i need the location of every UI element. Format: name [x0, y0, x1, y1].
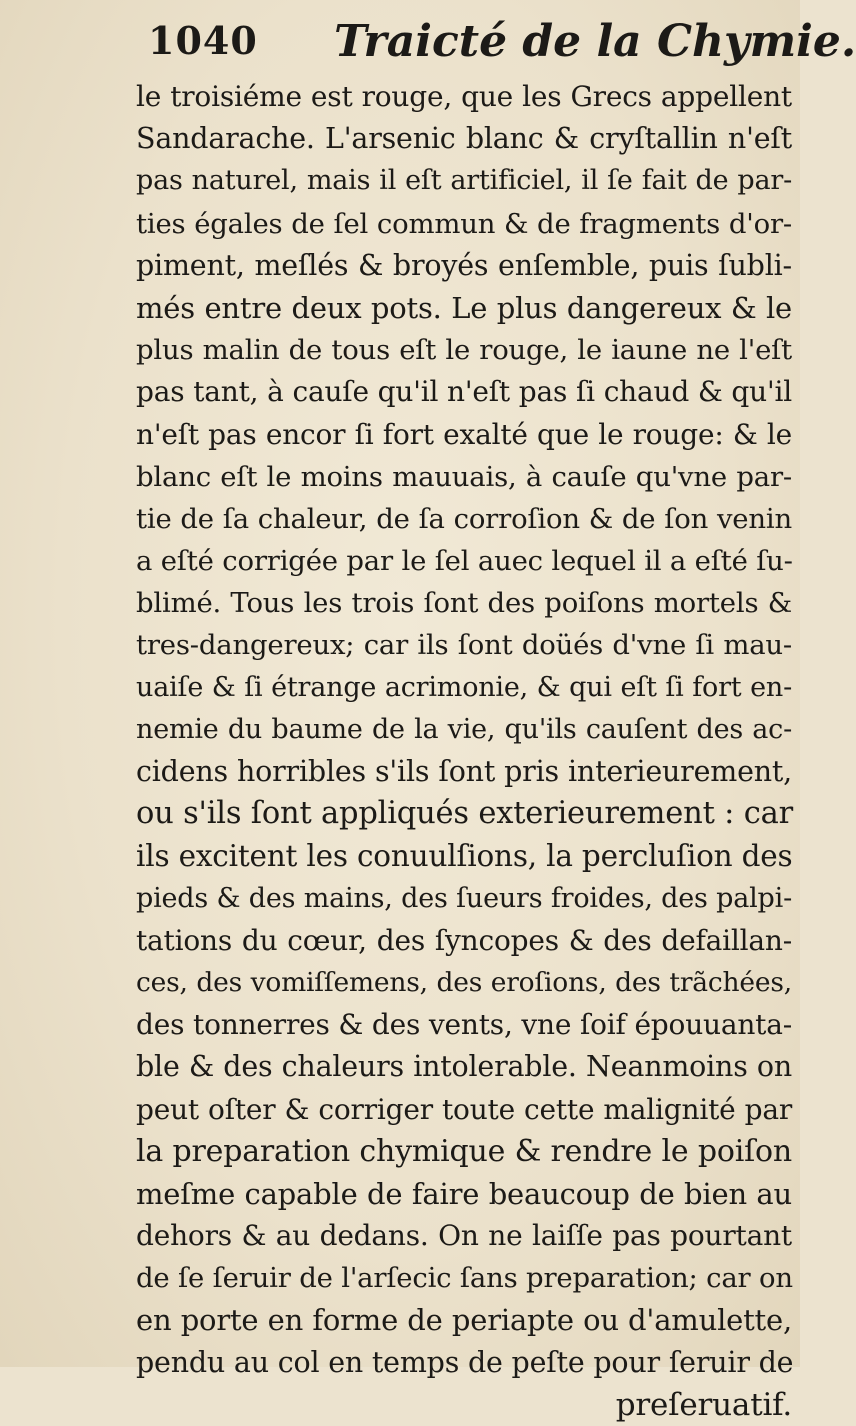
text-line: piment, meſlés & broyés enſemble, puis ſubli-	[136, 248, 792, 282]
text-line: ils excitent les conuulſions, la percluſion des	[136, 839, 793, 874]
text-line: pas tant, à cauſe qu'il n'eſt pas ſi chaud & qu'il	[136, 375, 792, 409]
text-line: nemie du baume de la vie, qu'ils cauſent des ac-	[136, 713, 792, 745]
text-line: plus malin de tous eſt le rouge, le iaune ne l'eſt	[136, 334, 792, 367]
text-line: uaiſe & ſi étrange acrimonie, & qui eſt ſi fort en-	[136, 671, 792, 703]
text-line: preſeruatif.	[615, 1386, 792, 1423]
running-title: Traicté de la Chymie.	[334, 16, 856, 67]
text-line: ces, des vomiſſemens, des eroſions, des trãchées,	[136, 966, 792, 998]
body-text	[136, 76, 792, 1426]
text-line: cidens horribles s'ils ſont pris interieurement,	[136, 755, 792, 788]
text-line: de ſe ſeruir de l'arſecic ſans preparation; car on	[136, 1262, 793, 1295]
text-line: tations du cœur, des ſyncopes & des defaillan-	[136, 923, 792, 957]
text-line: ou s'ils ſont appliqués exterieurement : car	[136, 796, 793, 832]
page-number: 1040	[148, 18, 258, 63]
text-line: tres-dangereux; car ils ſont doüés d'vne ſi mau-	[136, 629, 792, 662]
text-line: ties égales de ſel commun & de fragments d'or-	[136, 207, 792, 240]
text-line: Sandarache. L'arsenic blanc & cryſtallin n'eſt	[136, 122, 792, 156]
text-line: meſme capable de faire beaucoup de bien au	[136, 1176, 792, 1211]
text-line: peut oſter & corriger toute cette malignité par	[136, 1092, 792, 1126]
text-line: dehors & au dedans. On ne laiſſe pas pourtant	[136, 1219, 792, 1253]
text-line: des tonnerres & des vents, vne ſoif épouuanta-	[136, 1008, 792, 1042]
text-line: pendu au col en temps de peſte pour ſeruir de	[136, 1345, 794, 1379]
text-line: a eſté corrigée par le ſel auec lequel il a eſté ſu-	[136, 545, 793, 578]
text-line: ble & des chaleurs intolerable. Neanmoins on	[136, 1050, 792, 1084]
text-line: en porte en forme de periapte ou d'amulette,	[136, 1303, 792, 1338]
text-line: blanc eſt le moins mauuais, à cauſe qu'vne par-	[136, 460, 792, 493]
text-line: pieds & des mains, des ſueurs froides, des palpi-	[136, 882, 792, 914]
text-line: n'eſt pas encor ſi fort exalté que le rouge: & le	[136, 417, 792, 451]
text-line: le troisiéme est rouge, que les Grecs appellent	[136, 80, 792, 113]
text-line: més entre deux pots. Le plus dangereux & le	[136, 290, 792, 325]
text-line: la preparation chymique & rendre le poiſon	[136, 1133, 792, 1169]
text-line: pas naturel, mais il eſt artificiel, il ſe fait de par-	[136, 165, 792, 197]
text-line: tie de ſa chaleur, de ſa corroſion & de ſon venin	[136, 502, 792, 535]
page-header	[148, 14, 856, 74]
text-line: blimé. Tous les trois ſont des poiſons mortels &	[136, 587, 792, 620]
